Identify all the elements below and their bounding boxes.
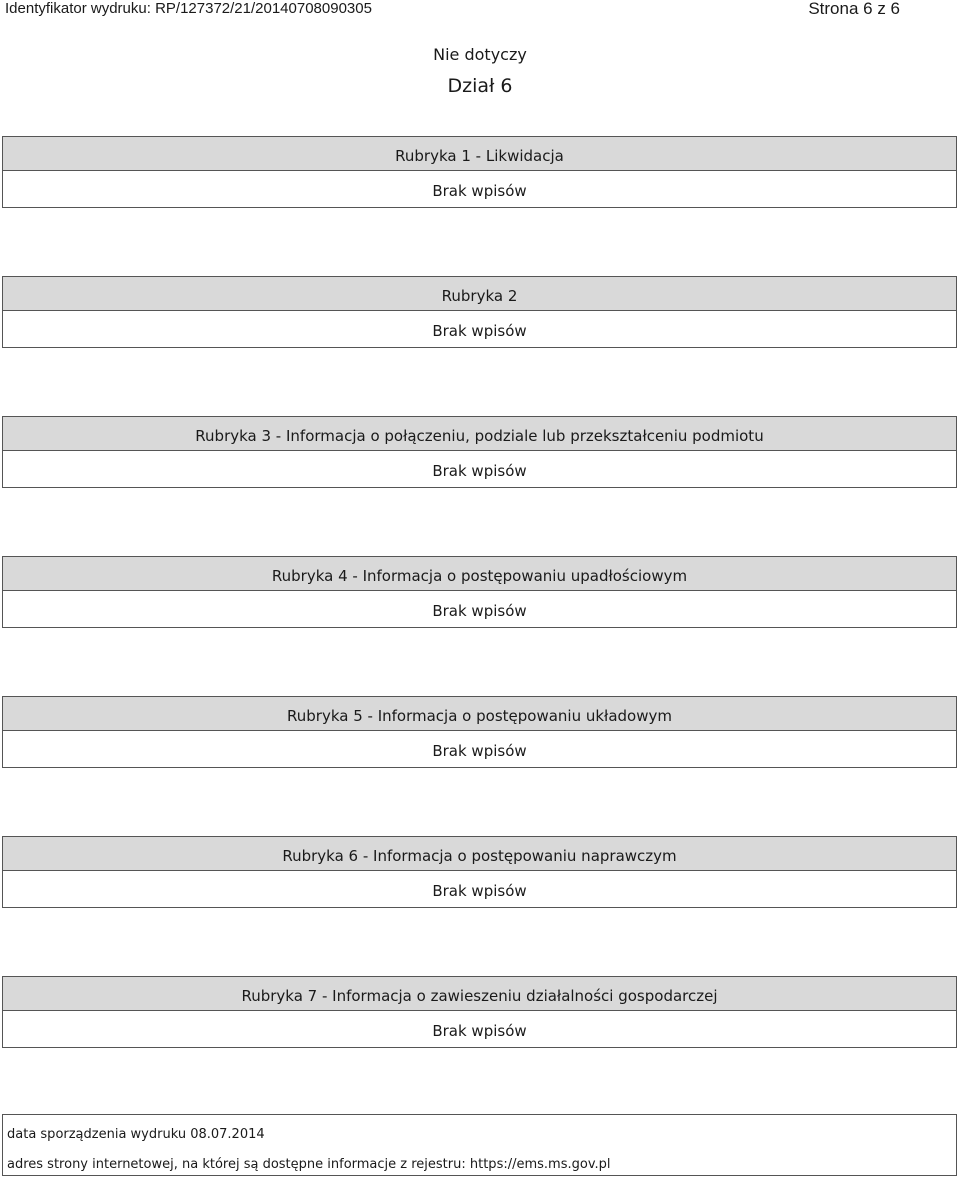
rubryka-title: Rubryka 7 - Informacja o zawieszeniu działalności gospodarczej <box>2 976 957 1011</box>
rubryka-entries: Brak wpisów <box>2 1011 957 1048</box>
rubryka-entries: Brak wpisów <box>2 731 957 768</box>
rubryka-4 <box>2 556 957 628</box>
print-header <box>0 0 960 18</box>
rubryka-title: Rubryka 2 <box>2 276 957 311</box>
rubryka-title: Rubryka 4 - Informacja o postępowaniu upadłościowym <box>2 556 957 591</box>
rubryka-title: Rubryka 1 - Likwidacja <box>2 136 957 171</box>
rubryka-3 <box>2 416 957 488</box>
page-number: Strona 6 z 6 <box>808 0 900 18</box>
rubryka-entries: Brak wpisów <box>2 871 957 908</box>
rubryka-title: Rubryka 5 - Informacja o postępowaniu układowym <box>2 696 957 731</box>
rubryka-entries: Brak wpisów <box>2 311 957 348</box>
rubryka-title: Rubryka 6 - Informacja o postępowaniu naprawczym <box>2 836 957 871</box>
not-applicable-label: Nie dotyczy <box>433 45 527 64</box>
rubryka-title: Rubryka 3 - Informacja o połączeniu, podziale lub przekształceniu podmiotu <box>2 416 957 451</box>
print-footer <box>2 1114 957 1176</box>
registry-address: adres strony internetowej, na której są dostępne informacje z rejestru: https://ems.ms.gov.pl <box>7 1157 611 1172</box>
rubryka-entries: Brak wpisów <box>2 451 957 488</box>
rubryka-1 <box>2 136 957 208</box>
print-date: data sporządzenia wydruku 08.07.2014 <box>7 1127 265 1142</box>
section-heading: Dział 6 <box>447 75 513 97</box>
rubryka-2 <box>2 276 957 348</box>
rubryka-7 <box>2 976 957 1048</box>
rubryka-entries: Brak wpisów <box>2 171 957 208</box>
print-identifier: Identyfikator wydruku: RP/127372/21/20140708090305 <box>5 0 372 17</box>
rubryka-5 <box>2 696 957 768</box>
rubryka-6 <box>2 836 957 908</box>
rubryka-entries: Brak wpisów <box>2 591 957 628</box>
